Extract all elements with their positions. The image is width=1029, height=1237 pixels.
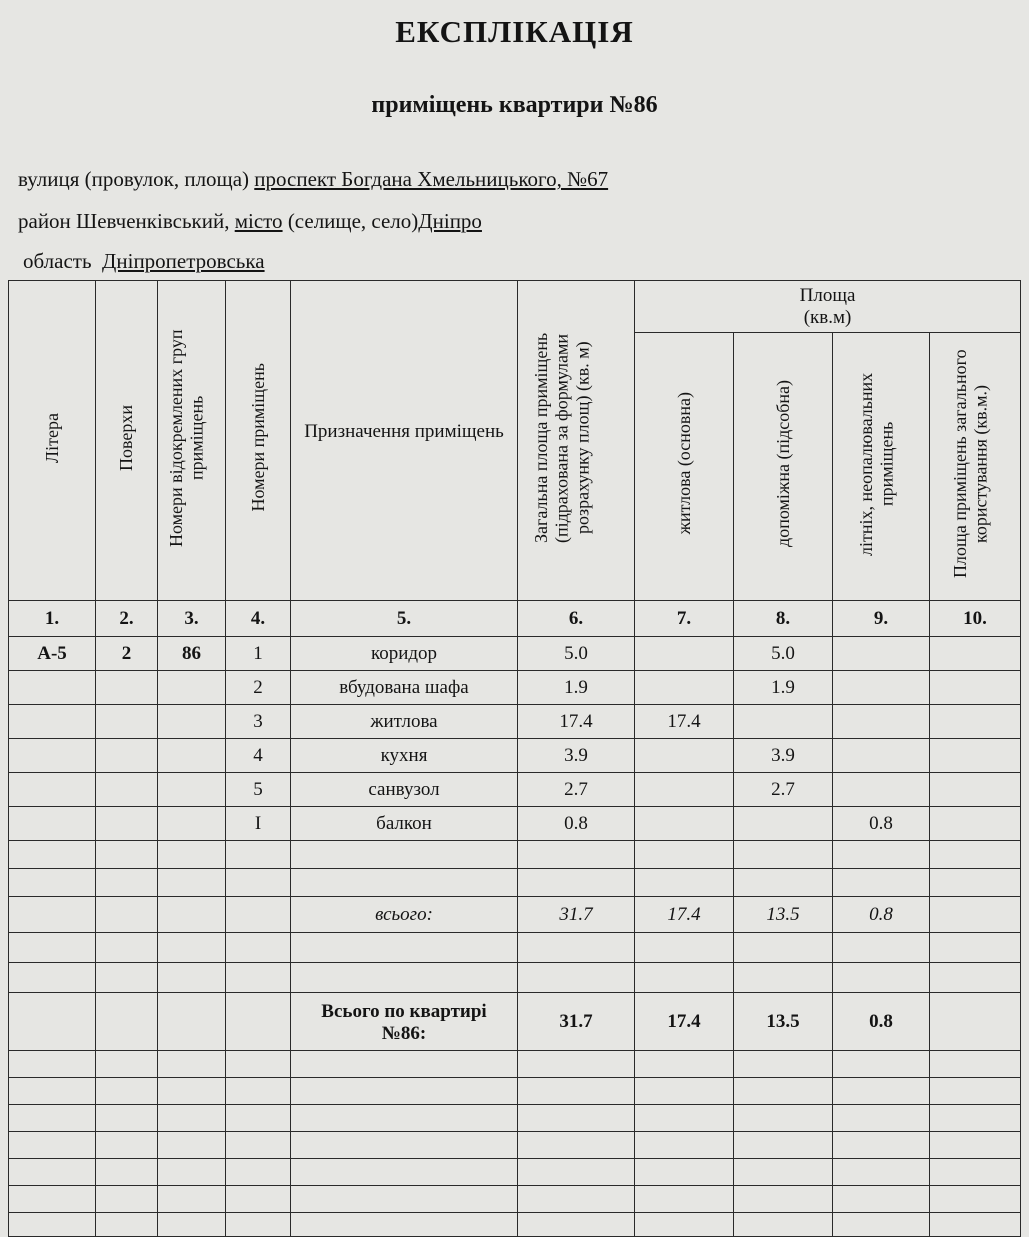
group-cell: 86 <box>158 637 226 671</box>
subtotal-summer: 0.8 <box>833 897 930 933</box>
region-label: область <box>23 249 92 273</box>
table-row <box>9 637 1021 671</box>
col-num: 10. <box>930 601 1021 637</box>
room-total: 2.7 <box>518 773 635 807</box>
table-row <box>9 705 1021 739</box>
room-summer: 0.8 <box>833 807 930 841</box>
header-row-top <box>9 281 1021 333</box>
room-living <box>635 807 734 841</box>
room-no: 3 <box>226 705 291 739</box>
room-living: 17.4 <box>635 705 734 739</box>
header-floors: Поверхи <box>96 281 158 601</box>
grand-aux: 13.5 <box>734 993 833 1051</box>
header-living: житлова (основна) <box>635 333 734 601</box>
city-value: Дніпро <box>418 209 482 233</box>
district-line <box>18 209 482 234</box>
empty-row <box>9 1186 1021 1213</box>
header-purpose: Призначення приміщень <box>291 281 518 601</box>
subtotal-row <box>9 897 1021 933</box>
table-row <box>9 671 1021 705</box>
header-litera: Літера <box>9 281 96 601</box>
room-total: 3.9 <box>518 739 635 773</box>
col-num: 9. <box>833 601 930 637</box>
room-aux <box>734 705 833 739</box>
room-summer <box>833 671 930 705</box>
document-title: ЕКСПЛІКАЦІЯ <box>395 14 634 49</box>
header-room-numbers: Номери приміщень <box>226 281 291 601</box>
region-value: Дніпропетровська <box>102 249 265 273</box>
room-living <box>635 773 734 807</box>
room-no: 5 <box>226 773 291 807</box>
room-total: 17.4 <box>518 705 635 739</box>
col-num: 6. <box>518 601 635 637</box>
empty-row <box>9 933 1021 963</box>
table-row <box>9 807 1021 841</box>
street-line <box>18 167 608 192</box>
header-total-area: Загальна площа приміщень (підрахована за формулами розрахунку площ) (кв. м) <box>518 281 635 601</box>
subtotal-total: 31.7 <box>518 897 635 933</box>
empty-row <box>9 1213 1021 1237</box>
header-common: Площа приміщень загального користування (кв.м.) <box>930 333 1021 601</box>
grand-living: 17.4 <box>635 993 734 1051</box>
room-aux <box>734 807 833 841</box>
room-aux: 2.7 <box>734 773 833 807</box>
subtotal-aux: 13.5 <box>734 897 833 933</box>
col-num: 2. <box>96 601 158 637</box>
room-purpose: кухня <box>291 739 518 773</box>
grand-total: 31.7 <box>518 993 635 1051</box>
room-living <box>635 637 734 671</box>
header-summer: літніх, неопалювальних приміщень <box>833 333 930 601</box>
header-area-unit: (кв.м) <box>803 306 852 328</box>
room-purpose: санвузол <box>291 773 518 807</box>
room-purpose: житлова <box>291 705 518 739</box>
room-total: 5.0 <box>518 637 635 671</box>
room-living <box>635 739 734 773</box>
empty-row <box>9 869 1021 897</box>
city-label-rest: (селище, село) <box>287 209 419 233</box>
grand-total-row <box>9 993 1021 1051</box>
header-aux: допоміжна (підсобна) <box>734 333 833 601</box>
room-purpose: вбудована шафа <box>291 671 518 705</box>
room-aux: 5.0 <box>734 637 833 671</box>
room-aux: 3.9 <box>734 739 833 773</box>
table-row <box>9 739 1021 773</box>
street-label: вулиця (провулок, площа) <box>18 167 250 191</box>
document-subtitle: приміщень квартири №86 <box>371 92 658 118</box>
empty-row <box>9 963 1021 993</box>
subtotal-label: всього: <box>291 897 518 933</box>
room-no: 1 <box>226 637 291 671</box>
header-area: Площа <box>799 284 856 306</box>
room-total: 1.9 <box>518 671 635 705</box>
district-label: район Шевченківський, <box>18 209 230 233</box>
table-row <box>9 773 1021 807</box>
street-value: проспект Богдана Хмельницького, №67 <box>254 167 609 191</box>
column-number-row <box>9 601 1021 637</box>
room-no: 4 <box>226 739 291 773</box>
room-summer <box>833 739 930 773</box>
empty-row <box>9 1159 1021 1186</box>
header-groups: Номери відокремлених груп приміщень <box>158 281 226 601</box>
col-num: 3. <box>158 601 226 637</box>
room-aux: 1.9 <box>734 671 833 705</box>
room-purpose: балкон <box>291 807 518 841</box>
col-num: 5. <box>291 601 518 637</box>
room-no: I <box>226 807 291 841</box>
col-num: 7. <box>635 601 734 637</box>
city-label: місто <box>234 209 283 233</box>
room-total: 0.8 <box>518 807 635 841</box>
empty-row <box>9 1105 1021 1132</box>
room-living <box>635 671 734 705</box>
litera-cell: А-5 <box>9 637 96 671</box>
subtotal-living: 17.4 <box>635 897 734 933</box>
grand-total-label: Всього по квартирі №86: <box>291 993 518 1051</box>
room-no: 2 <box>226 671 291 705</box>
floor-cell: 2 <box>96 637 158 671</box>
empty-row <box>9 1051 1021 1078</box>
header-area-group <box>635 281 1021 333</box>
empty-row <box>9 1078 1021 1105</box>
room-summer <box>833 637 930 671</box>
room-common <box>930 637 1021 671</box>
empty-row <box>9 841 1021 869</box>
grand-summer: 0.8 <box>833 993 930 1051</box>
explication-table <box>8 280 1021 1237</box>
room-purpose: коридор <box>291 637 518 671</box>
col-num: 4. <box>226 601 291 637</box>
empty-row <box>9 1132 1021 1159</box>
region-line <box>23 249 265 274</box>
room-summer <box>833 705 930 739</box>
col-num: 8. <box>734 601 833 637</box>
room-summer <box>833 773 930 807</box>
col-num: 1. <box>9 601 96 637</box>
